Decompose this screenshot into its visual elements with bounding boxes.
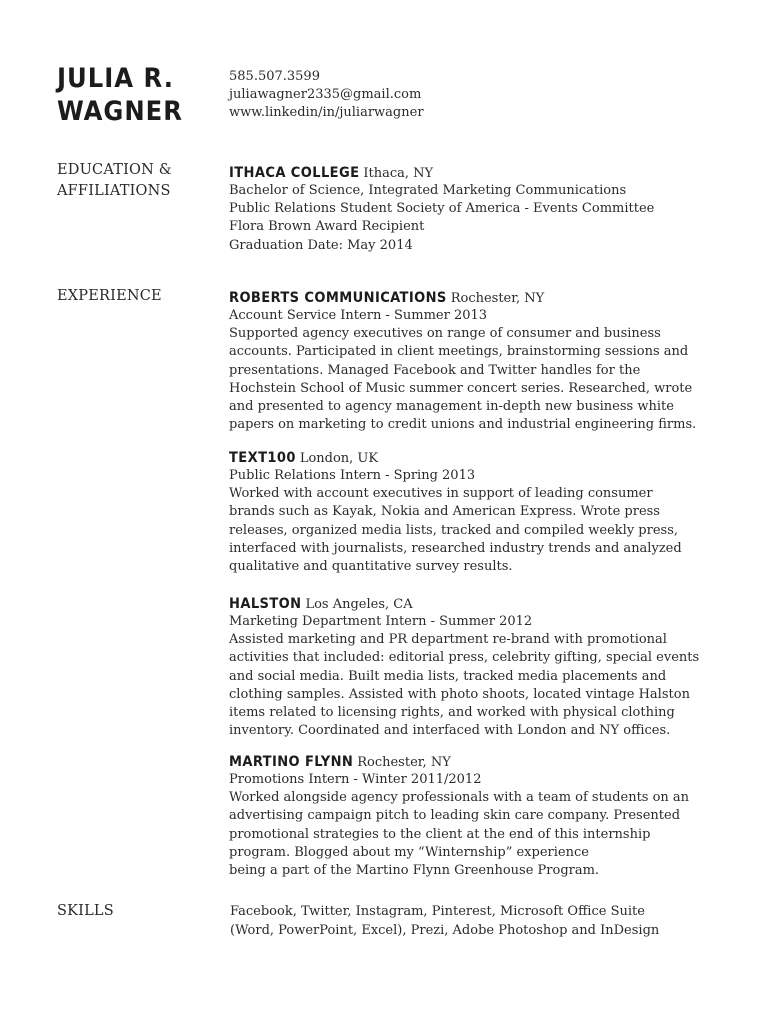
job-role: Public Relations Intern - Spring 2013	[229, 468, 476, 483]
phone-number: 585.507.3599	[229, 69, 320, 84]
job-entry-text100	[229, 447, 689, 576]
employer-location: Los Angeles, CA	[305, 597, 413, 612]
job-heading	[229, 447, 689, 467]
job-role: Account Service Intern - Summer 2013	[229, 308, 488, 323]
job-role: Promotions Intern - Winter 2011/2012	[229, 772, 482, 787]
job-heading	[229, 287, 689, 307]
education-label-line-1: EDUCATION &	[57, 162, 172, 178]
name-line-1: JULIA R.	[57, 63, 174, 94]
education-line: Graduation Date: May 2014	[229, 237, 413, 253]
email-address: juliawagner2335@gmail.com	[229, 87, 422, 102]
job-description-line: clothing samples. Assisted with photo shoots, located vintage Halston	[229, 686, 690, 702]
job-description-line: and social media. Built media lists, tracked media placements and	[229, 668, 667, 684]
employer-name: MARTINO FLYNN	[229, 754, 354, 770]
job-description-line: interfaced with journalists, researched industry trends and analyzed	[229, 540, 682, 556]
experience-section-label: EXPERIENCE	[57, 288, 162, 304]
education-label-line-2: AFFILIATIONS	[57, 183, 171, 199]
job-description-line: and presented to agency management in-depth new business white	[229, 399, 674, 415]
job-description-line: papers on marketing to credit unions and industrial engineering firms.	[229, 417, 697, 433]
contact-block	[229, 68, 424, 122]
job-entry-martino-flynn	[229, 751, 689, 880]
education-line: Flora Brown Award Recipient	[229, 219, 425, 235]
employer-location: Rochester, NY	[450, 291, 545, 306]
employer-location: Rochester, NY	[357, 755, 451, 770]
job-role: Marketing Department Intern - Summer 2012	[229, 614, 533, 629]
job-description-line: inventory. Coordinated and interfaced with London and NY offices.	[229, 723, 671, 739]
job-description-line: Assisted marketing and PR department re-brand with promotional	[229, 632, 667, 648]
job-description-line: qualitative and quantitative survey results.	[229, 559, 513, 575]
job-description-line: releases, organized media lists, tracked and compiled weekly press,	[229, 522, 679, 538]
school-location: Ithaca, NY	[363, 166, 434, 181]
job-description-line: program. Blogged about my “Winternship” experience	[229, 844, 589, 860]
job-description-line: advertising campaign pitch to leading skin care company. Presented	[229, 808, 681, 824]
job-entry-halston	[229, 593, 700, 740]
education-section-label	[57, 160, 172, 202]
job-heading	[229, 593, 689, 613]
job-entry-roberts-communications	[229, 287, 697, 434]
skills-section-label: SKILLS	[57, 903, 114, 919]
skills-line: (Word, PowerPoint, Excel), Prezi, Adobe Photoshop and InDesign	[230, 923, 660, 938]
employer-name: TEXT100	[229, 450, 296, 466]
job-description-line: promotional strategies to the client at the end of this internship	[229, 826, 651, 842]
job-description-line: Worked alongside agency professionals with a team of students on an	[229, 790, 690, 806]
employer-name: ROBERTS COMMUNICATIONS	[229, 290, 447, 306]
education-line: Bachelor of Science, Integrated Marketing Communications	[229, 183, 627, 198]
job-description-line: activities that included: editorial press, celebrity gifting, special events	[229, 650, 700, 666]
job-description-line: presentations. Managed Facebook and Twitter handles for the	[229, 362, 641, 378]
linkedin-url: www.linkedin/in/juliarwagner	[229, 105, 424, 120]
skills-line: Facebook, Twitter, Instagram, Pinterest, Microsoft Office Suite	[230, 904, 645, 919]
job-description-line: being a part of the Martino Flynn Greenhouse Program.	[229, 863, 600, 879]
employer-location: London, UK	[299, 451, 379, 466]
job-description-line: items related to licensing rights, and worked with physical clothing	[229, 705, 675, 721]
skills-entry	[230, 902, 690, 940]
education-entry-heading	[229, 162, 689, 182]
job-description-line: brands such as Kayak, Nokia and American Express. Wrote press	[229, 504, 660, 520]
school-name: ITHACA COLLEGE	[229, 165, 360, 181]
employer-name: HALSTON	[229, 596, 302, 612]
job-description-line: Hochstein School of Music summer concert series. Researched, wrote	[229, 380, 693, 396]
education-entry	[229, 162, 689, 255]
name-line-2: WAGNER	[57, 96, 183, 127]
job-description-line: Worked with account executives in support of leading consumer	[229, 486, 653, 502]
job-heading	[229, 751, 689, 771]
job-description-line: Supported agency executives on range of consumer and business	[229, 326, 661, 342]
candidate-name	[57, 62, 183, 128]
job-description-line: accounts. Participated in client meetings, brainstorming sessions and	[229, 344, 689, 360]
education-line: Public Relations Student Society of America - Events Committee	[229, 201, 655, 217]
